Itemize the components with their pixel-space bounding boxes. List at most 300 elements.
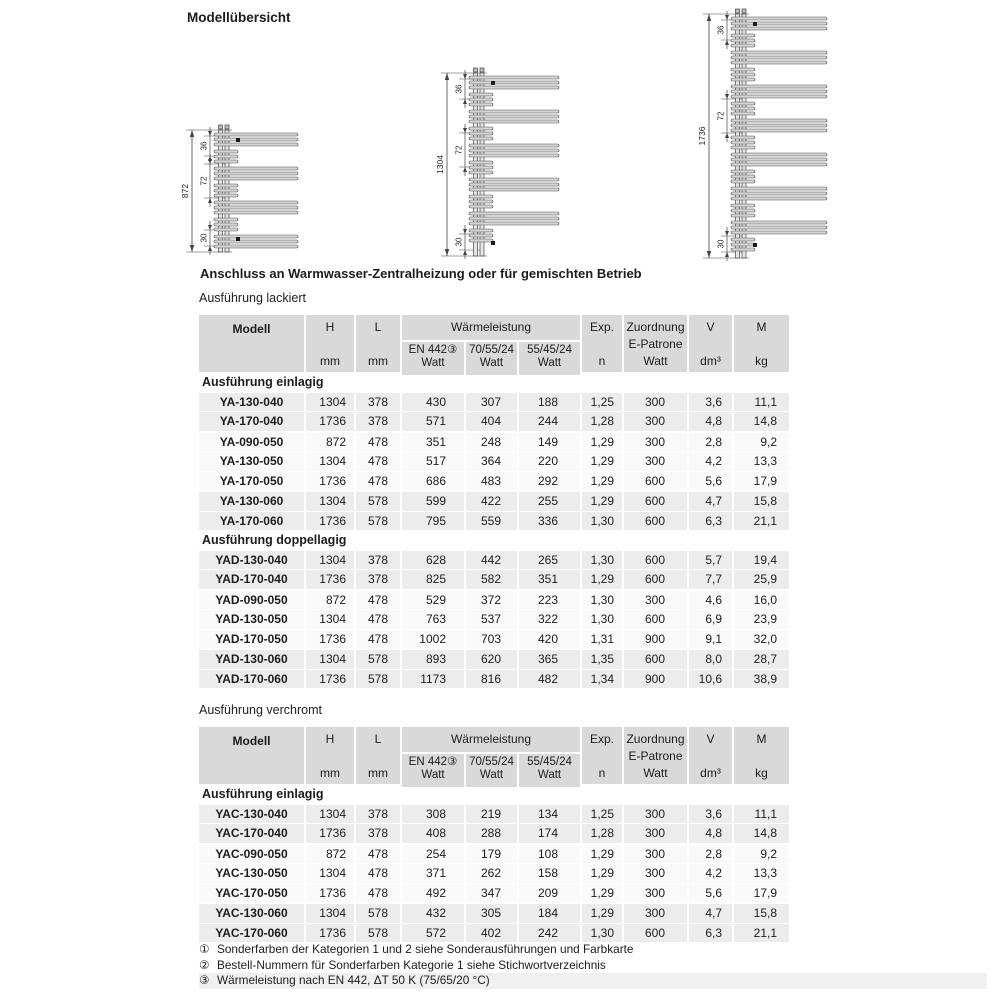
value-cell: 378 (356, 551, 400, 570)
column-header-m (734, 315, 789, 372)
svg-text:30: 30 (716, 239, 726, 249)
header-line: Watt (479, 357, 504, 369)
header-line: Watt (537, 357, 562, 369)
radiator-drawing-872 (180, 122, 310, 268)
value-cell: 1304 (306, 904, 354, 923)
value-cell: 578 (356, 512, 400, 531)
value-cell: 9,1 (689, 630, 732, 649)
value-cell: 4,8 (689, 824, 732, 843)
value-cell: 578 (356, 924, 400, 943)
model-cell: YA-170-040 (199, 412, 304, 431)
svg-text:872: 872 (180, 183, 190, 199)
value-cell: 179 (466, 845, 517, 864)
value-cell: 307 (466, 393, 517, 412)
value-cell: 483 (466, 472, 517, 491)
value-cell: 600 (624, 512, 687, 531)
value-cell: 1,28 (582, 412, 622, 431)
table-row (199, 630, 793, 649)
svg-text:36: 36 (454, 84, 464, 94)
value-cell: 16,0 (734, 591, 789, 610)
value-cell: 492 (402, 884, 464, 903)
model-cell: YA-130-040 (199, 393, 304, 412)
value-cell: 1304 (306, 492, 354, 511)
value-cell: 1,25 (582, 393, 622, 412)
value-cell: 322 (519, 610, 580, 629)
radiator-diagram (180, 122, 310, 268)
table-row (199, 452, 793, 471)
table-verchromt-block (199, 703, 793, 943)
table-row (199, 412, 793, 431)
value-cell: 244 (519, 412, 580, 431)
table-row (199, 670, 793, 689)
table-header-row (199, 727, 793, 784)
column-header-m (734, 727, 789, 784)
value-cell: 5,6 (689, 884, 732, 903)
value-cell: 4,2 (689, 452, 732, 471)
value-cell: 265 (519, 551, 580, 570)
value-cell: 6,9 (689, 610, 732, 629)
model-cell: YA-090-050 (199, 433, 304, 452)
value-cell: 9,2 (734, 845, 789, 864)
radiator-diagram (435, 65, 571, 272)
spec-table-lackiert (199, 315, 793, 688)
table-row (199, 472, 793, 491)
value-cell: 365 (519, 650, 580, 669)
value-cell: 1736 (306, 924, 354, 943)
svg-text:30: 30 (454, 237, 464, 247)
value-cell: 4,2 (689, 864, 732, 883)
value-cell: 32,0 (734, 630, 789, 649)
value-cell: 578 (356, 492, 400, 511)
value-cell: 1,28 (582, 824, 622, 843)
footnote-2 (199, 958, 987, 974)
column-header-lines (306, 727, 354, 784)
header-line: dm³ (700, 766, 721, 780)
value-cell: 209 (519, 884, 580, 903)
model-cell: YAC-170-040 (199, 824, 304, 843)
value-cell: 2,8 (689, 845, 732, 864)
waermeleistung-subcolumns (402, 754, 580, 787)
column-header-lines (734, 727, 789, 784)
value-cell: 582 (466, 570, 517, 589)
value-cell: 5,7 (689, 551, 732, 570)
value-cell: 1,34 (582, 670, 622, 689)
value-cell: 578 (356, 904, 400, 923)
header-line: Watt (537, 769, 562, 781)
waermeleistung-subcolumns (402, 342, 580, 375)
value-cell: 4,8 (689, 412, 732, 431)
model-cell: YAD-170-060 (199, 670, 304, 689)
svg-text:30: 30 (199, 233, 209, 243)
column-header-lines (356, 315, 400, 372)
value-cell: 262 (466, 864, 517, 883)
footnote-text: Sonderfarben der Kategorien 1 und 2 siehe Sonderausführungen und Farbkarte (217, 942, 634, 956)
column-header-h (306, 315, 354, 372)
column-header-v (689, 315, 732, 372)
header-line: L (374, 732, 382, 746)
value-cell: 1304 (306, 864, 354, 883)
value-cell: 1,30 (582, 591, 622, 610)
header-line: Exp. (589, 320, 614, 334)
value-cell: 351 (519, 570, 580, 589)
table-row (199, 924, 793, 943)
value-cell: 300 (624, 433, 687, 452)
header-line: mm (368, 354, 388, 368)
column-header-lines (689, 315, 732, 372)
footnote-text: Bestell-Nummern für Sonderfarben Kategorie 1 siehe Stichwortverzeichnis (217, 957, 606, 972)
value-cell: 1736 (306, 670, 354, 689)
table-row (199, 884, 793, 903)
header-line: Exp. (589, 732, 614, 746)
header-line: 55/45/24 (527, 344, 572, 356)
value-cell: 900 (624, 670, 687, 689)
model-cell: YAD-130-040 (199, 551, 304, 570)
value-cell: 188 (519, 393, 580, 412)
value-cell: 1,29 (582, 492, 622, 511)
table-row (199, 904, 793, 923)
svg-text:72: 72 (199, 176, 209, 186)
value-cell: 378 (356, 824, 400, 843)
header-line: dm³ (700, 354, 721, 368)
model-cell: YAD-170-040 (199, 570, 304, 589)
model-cell: YA-130-060 (199, 492, 304, 511)
value-cell: 478 (356, 610, 400, 629)
header-line: kg (755, 766, 768, 780)
svg-text:72: 72 (454, 145, 464, 155)
column-subheader-1 (466, 342, 517, 375)
value-cell: 430 (402, 393, 464, 412)
value-cell: 3,6 (689, 805, 732, 824)
value-cell: 21,1 (734, 924, 789, 943)
header-line: EN 442③ (408, 756, 458, 768)
column-header-waermeleistung: Wärmeleistung (402, 315, 580, 340)
value-cell: 15,8 (734, 492, 789, 511)
value-cell: 600 (624, 492, 687, 511)
column-header-lines (582, 727, 622, 784)
value-cell: 4,7 (689, 492, 732, 511)
value-cell: 300 (624, 824, 687, 843)
model-cell: YA-170-050 (199, 472, 304, 491)
value-cell: 38,9 (734, 670, 789, 689)
value-cell: 300 (624, 393, 687, 412)
table-row (199, 805, 793, 824)
model-cell: YAC-090-050 (199, 845, 304, 864)
value-cell: 378 (356, 412, 400, 431)
column-header-exp (582, 315, 622, 372)
svg-text:1304: 1304 (435, 155, 445, 174)
value-cell: 255 (519, 492, 580, 511)
value-cell: 1,30 (582, 924, 622, 943)
value-cell: 371 (402, 864, 464, 883)
column-header-lines (356, 727, 400, 784)
value-cell: 11,1 (734, 805, 789, 824)
value-cell: 872 (306, 433, 354, 452)
header-line: Watt (643, 354, 668, 368)
column-subheader-2 (519, 342, 580, 375)
footnote-text: Wärmeleistung nach EN 442, ΔT 50 K (75/65/20 °C) (217, 973, 490, 987)
footnotes (199, 942, 987, 989)
table-header-row (199, 315, 793, 372)
value-cell: 4,7 (689, 904, 732, 923)
header-line: E-Patrone (628, 749, 683, 763)
value-cell: 1,25 (582, 805, 622, 824)
value-cell: 149 (519, 433, 580, 452)
value-cell: 795 (402, 512, 464, 531)
header-line: V (706, 732, 715, 746)
header-line: H (325, 732, 335, 746)
value-cell: 599 (402, 492, 464, 511)
value-cell: 14,8 (734, 824, 789, 843)
value-cell: 1,30 (582, 610, 622, 629)
value-cell: 10,6 (689, 670, 732, 689)
value-cell: 703 (466, 630, 517, 649)
value-cell: 872 (306, 845, 354, 864)
value-cell: 600 (624, 610, 687, 629)
value-cell: 300 (624, 452, 687, 471)
value-cell: 6,3 (689, 924, 732, 943)
table-section-label: Ausführung einlagig (199, 373, 793, 392)
header-line: Watt (421, 769, 445, 781)
value-cell: 478 (356, 630, 400, 649)
value-cell: 223 (519, 591, 580, 610)
value-cell: 308 (402, 805, 464, 824)
value-cell: 1,29 (582, 864, 622, 883)
value-cell: 402 (466, 924, 517, 943)
table-row (199, 864, 793, 883)
header-line: EN 442③ (408, 344, 458, 356)
svg-text:72: 72 (716, 111, 726, 121)
model-cell: YAC-170-060 (199, 924, 304, 943)
svg-text:1736: 1736 (697, 126, 707, 146)
value-cell: 600 (624, 650, 687, 669)
value-cell: 1,29 (582, 904, 622, 923)
section-heading: Anschluss an Warmwasser-Zentralheizung oder für gemischten Betrieb (200, 266, 642, 281)
value-cell: 300 (624, 864, 687, 883)
table-row (199, 845, 793, 864)
column-header-waermeleistung: Wärmeleistung (402, 727, 580, 752)
column-header-lines (689, 727, 732, 784)
value-cell: 9,2 (734, 433, 789, 452)
header-line: L (374, 320, 382, 334)
header-line: 70/55/24 (469, 756, 514, 768)
value-cell: 300 (624, 884, 687, 903)
value-cell: 600 (624, 472, 687, 491)
table-subtitle-lackiert: Ausführung lackiert (199, 291, 307, 305)
value-cell: 5,6 (689, 472, 732, 491)
value-cell: 158 (519, 864, 580, 883)
value-cell: 600 (624, 551, 687, 570)
value-cell: 15,8 (734, 904, 789, 923)
value-cell: 378 (356, 393, 400, 412)
value-cell: 1,29 (582, 570, 622, 589)
table-row (199, 393, 793, 412)
svg-text:36: 36 (199, 141, 209, 151)
value-cell: 478 (356, 452, 400, 471)
model-cell: YA-170-060 (199, 512, 304, 531)
value-cell: 1304 (306, 805, 354, 824)
table-section-label: Ausführung einlagig (199, 785, 793, 804)
radiator-drawing-1736 (697, 6, 837, 274)
value-cell: 17,9 (734, 884, 789, 903)
table-section-label: Ausführung doppellagig (199, 531, 793, 550)
header-line: Zuordnung (626, 320, 685, 334)
header-line: H (325, 320, 335, 334)
table-row (199, 492, 793, 511)
value-cell: 600 (624, 924, 687, 943)
header-line: 70/55/24 (469, 344, 514, 356)
header-line: Zuordnung (626, 732, 685, 746)
value-cell: 254 (402, 845, 464, 864)
value-cell: 432 (402, 904, 464, 923)
model-cell: YAD-130-060 (199, 650, 304, 669)
value-cell: 6,3 (689, 512, 732, 531)
table-lackiert-block (199, 291, 793, 689)
value-cell: 364 (466, 452, 517, 471)
column-header-lines (306, 315, 354, 372)
model-cell: YAC-130-050 (199, 864, 304, 883)
value-cell: 174 (519, 824, 580, 843)
value-cell: 23,9 (734, 610, 789, 629)
value-cell: 3,6 (689, 393, 732, 412)
column-header-h (306, 727, 354, 784)
model-cell: YAC-130-060 (199, 904, 304, 923)
header-line: mm (320, 354, 340, 368)
value-cell: 620 (466, 650, 517, 669)
value-cell: 4,6 (689, 591, 732, 610)
value-cell: 17,9 (734, 472, 789, 491)
value-cell: 1736 (306, 512, 354, 531)
header-line: Watt (643, 766, 668, 780)
value-cell: 578 (356, 670, 400, 689)
column-header-v (689, 727, 732, 784)
header-line: E-Patrone (628, 337, 683, 351)
svg-text:36: 36 (716, 25, 726, 35)
column-header-exp (582, 727, 622, 784)
value-cell: 763 (402, 610, 464, 629)
value-cell: 1,30 (582, 512, 622, 531)
model-cell: YAC-130-040 (199, 805, 304, 824)
column-header-lines (734, 315, 789, 372)
header-line: M (756, 320, 767, 334)
value-cell: 2,8 (689, 433, 732, 452)
value-cell: 529 (402, 591, 464, 610)
value-cell: 351 (402, 433, 464, 452)
header-line: n (598, 354, 606, 368)
model-cell: YA-130-050 (199, 452, 304, 471)
value-cell: 1,29 (582, 472, 622, 491)
value-cell: 478 (356, 433, 400, 452)
table-row (199, 610, 793, 629)
column-group-waermeleistung (402, 315, 580, 372)
footnote-symbol: ② (199, 957, 210, 972)
value-cell: 559 (466, 512, 517, 531)
value-cell: 537 (466, 610, 517, 629)
value-cell: 517 (402, 452, 464, 471)
value-cell: 1,29 (582, 452, 622, 471)
header-line: kg (755, 354, 768, 368)
header-line: mm (320, 766, 340, 780)
value-cell: 1,29 (582, 845, 622, 864)
value-cell: 404 (466, 412, 517, 431)
value-cell: 1736 (306, 412, 354, 431)
value-cell: 422 (466, 492, 517, 511)
value-cell: 21,1 (734, 512, 789, 531)
value-cell: 1002 (402, 630, 464, 649)
column-header-lines (624, 315, 687, 372)
table-row (199, 570, 793, 589)
table-subtitle-verchromt: Ausführung verchromt (199, 703, 322, 717)
value-cell: 300 (624, 904, 687, 923)
value-cell: 572 (402, 924, 464, 943)
value-cell: 378 (356, 805, 400, 824)
value-cell: 28,7 (734, 650, 789, 669)
header-line: mm (368, 766, 388, 780)
column-header-modell: Modell (199, 727, 304, 784)
value-cell: 25,9 (734, 570, 789, 589)
header-line: n (598, 766, 606, 780)
value-cell: 478 (356, 864, 400, 883)
value-cell: 478 (356, 884, 400, 903)
header-line: Watt (421, 357, 445, 369)
model-cell: YAC-170-050 (199, 884, 304, 903)
header-line: Watt (479, 769, 504, 781)
header-line: 55/45/24 (527, 756, 572, 768)
column-header-zuordnung (624, 315, 687, 372)
value-cell: 288 (466, 824, 517, 843)
column-header-lines (624, 727, 687, 784)
value-cell: 1736 (306, 570, 354, 589)
value-cell: 900 (624, 630, 687, 649)
value-cell: 13,3 (734, 452, 789, 471)
table-row (199, 551, 793, 570)
value-cell: 408 (402, 824, 464, 843)
value-cell: 219 (466, 805, 517, 824)
column-subheader-1 (466, 754, 517, 787)
value-cell: 1,30 (582, 551, 622, 570)
value-cell: 14,8 (734, 412, 789, 431)
value-cell: 442 (466, 551, 517, 570)
value-cell: 108 (519, 845, 580, 864)
value-cell: 19,4 (734, 551, 789, 570)
column-subheader-0 (402, 342, 464, 375)
column-header-zuordnung (624, 727, 687, 784)
value-cell: 347 (466, 884, 517, 903)
table-row (199, 433, 793, 452)
table-row (199, 591, 793, 610)
footnote-3 (199, 973, 987, 989)
value-cell: 825 (402, 570, 464, 589)
value-cell: 242 (519, 924, 580, 943)
value-cell: 1304 (306, 551, 354, 570)
header-line: M (756, 732, 767, 746)
value-cell: 336 (519, 512, 580, 531)
value-cell: 378 (356, 570, 400, 589)
table-row (199, 650, 793, 669)
value-cell: 300 (624, 412, 687, 431)
column-header-lines (582, 315, 622, 372)
page-title: Modellübersicht (187, 10, 291, 25)
value-cell: 1,29 (582, 433, 622, 452)
value-cell: 248 (466, 433, 517, 452)
value-cell: 292 (519, 472, 580, 491)
value-cell: 686 (402, 472, 464, 491)
value-cell: 134 (519, 805, 580, 824)
value-cell: 300 (624, 805, 687, 824)
table-row (199, 512, 793, 531)
value-cell: 872 (306, 591, 354, 610)
model-cell: YAD-130-050 (199, 610, 304, 629)
value-cell: 1304 (306, 650, 354, 669)
